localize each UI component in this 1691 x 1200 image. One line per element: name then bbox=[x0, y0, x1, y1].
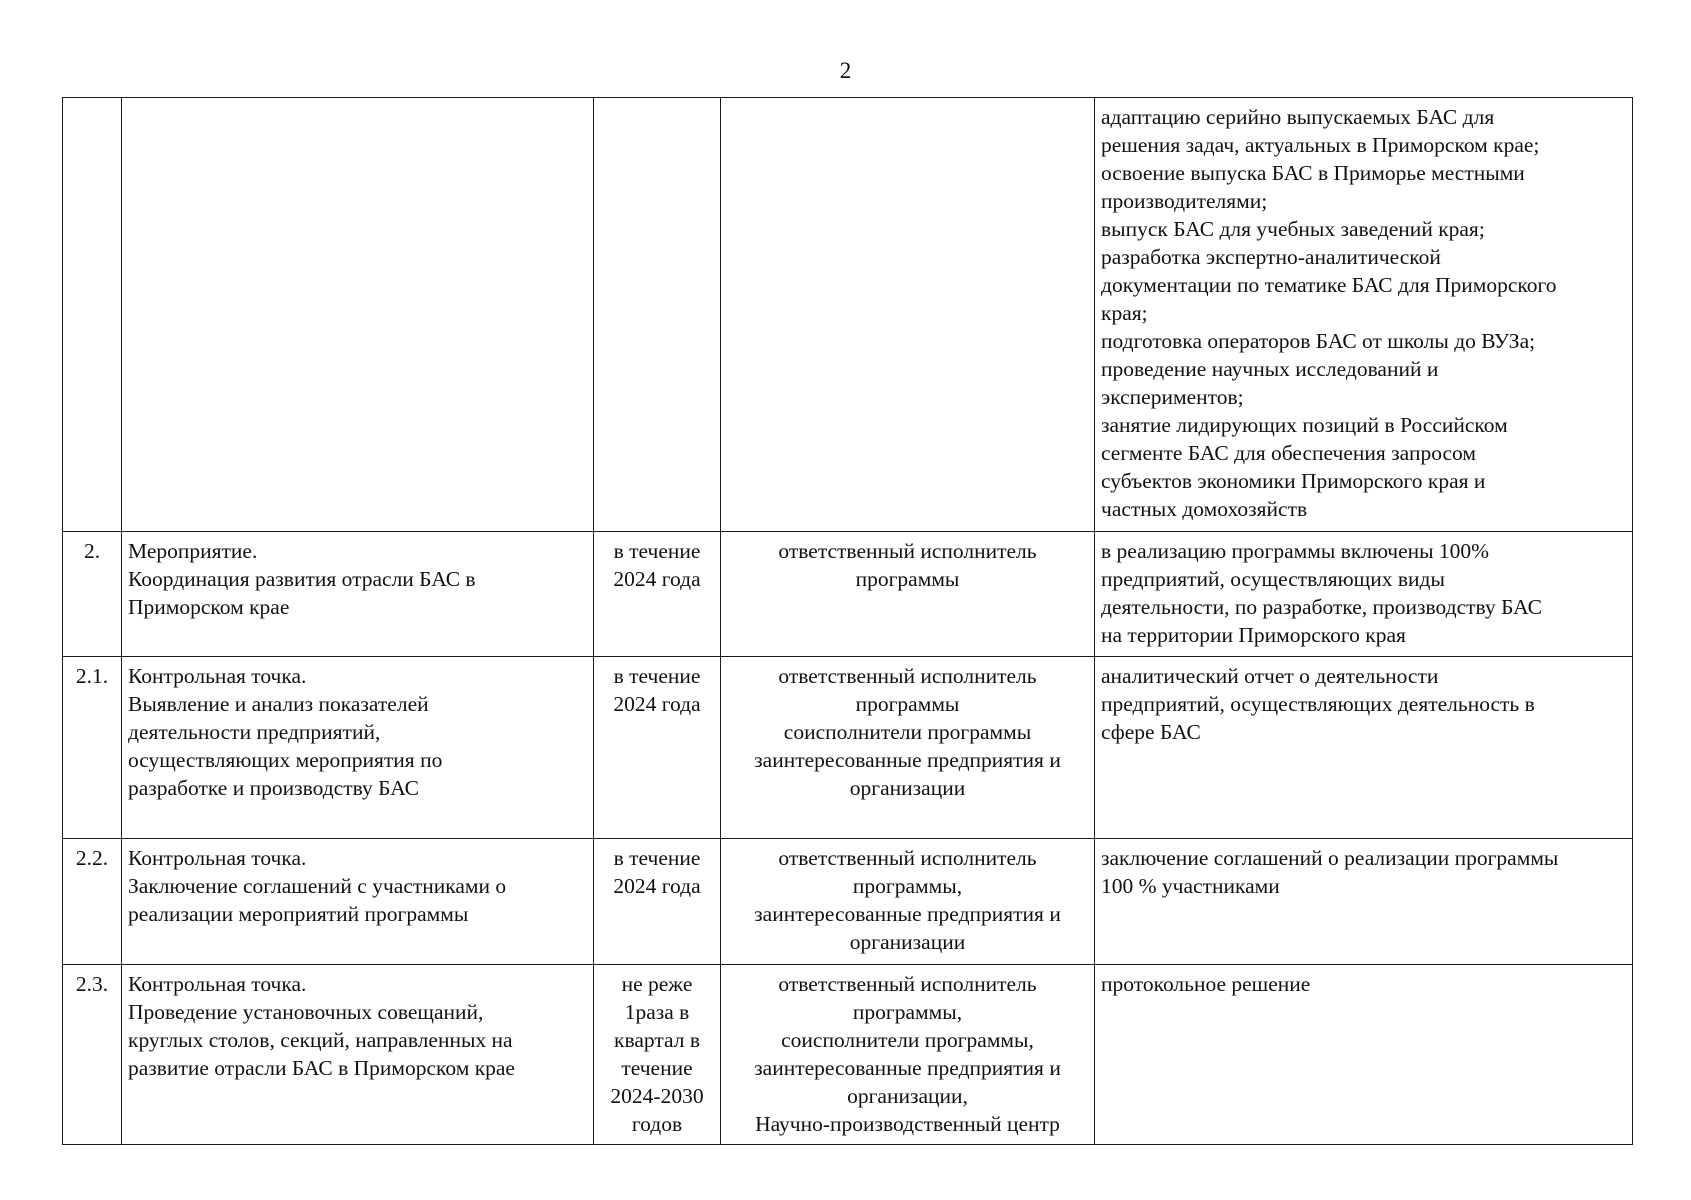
cell-text-line: Контрольная точка. bbox=[128, 972, 307, 996]
cell-text-line: протокольное решение bbox=[1101, 972, 1311, 996]
table-row bbox=[63, 532, 1633, 657]
cell-text-line: Проведение установочных совещаний, bbox=[128, 1000, 484, 1024]
cell-text-line: в реализацию программы включены 100% bbox=[1101, 539, 1490, 563]
cell-text-line: в течение bbox=[613, 846, 701, 870]
cell-text-line: разработка экспертно-аналитической bbox=[1101, 245, 1441, 269]
cell-text-line: ответственный исполнитель bbox=[778, 664, 1037, 688]
activity-name-cell bbox=[122, 839, 594, 965]
cell-text-line: Выявление и анализ показателей bbox=[128, 692, 429, 716]
activity-name-cell bbox=[122, 965, 594, 1145]
cell-text-line: Контрольная точка. bbox=[128, 664, 307, 688]
executor-cell bbox=[721, 839, 1095, 965]
cell-text-line: предприятий, осуществляющих виды bbox=[1101, 567, 1445, 591]
cell-text-line: в течение bbox=[613, 539, 701, 563]
cell-text-line: программы bbox=[855, 692, 960, 716]
cell-text-line: Координация развития отрасли БАС в bbox=[128, 567, 476, 591]
cell-text-line: 2024 года bbox=[613, 567, 701, 591]
cell-text-line: заключение соглашений о реализации программы bbox=[1101, 846, 1559, 870]
cell-text-line: аналитический отчет о деятельности bbox=[1101, 664, 1439, 688]
cell-text-line: освоение выпуска БАС в Приморье местными bbox=[1101, 161, 1525, 185]
term-cell bbox=[594, 965, 721, 1145]
cell-text-line: документации по тематике БАС для Приморского bbox=[1101, 273, 1557, 297]
table-row bbox=[63, 839, 1633, 965]
table-row bbox=[63, 965, 1633, 1145]
activity-name-cell bbox=[122, 657, 594, 839]
executor-cell bbox=[721, 532, 1095, 657]
cell-text-line: производителями; bbox=[1101, 189, 1268, 213]
table-row bbox=[63, 98, 1633, 532]
cell-text-line: программы, bbox=[852, 874, 963, 898]
result-cell bbox=[1095, 532, 1633, 657]
cell-text-line: предприятий, осуществляющих деятельность в bbox=[1101, 692, 1535, 716]
cell-text-line: Контрольная точка. bbox=[128, 846, 307, 870]
cell-text-line: Приморском крае bbox=[128, 595, 290, 619]
cell-text-line: деятельности, по разработке, производству БАС bbox=[1101, 595, 1542, 619]
cell-text-line: экспериментов; bbox=[1101, 385, 1244, 409]
result-cell bbox=[1095, 965, 1633, 1145]
cell-text-line: 100 % участниками bbox=[1101, 874, 1280, 898]
cell-text-line: круглых столов, секций, направленных на bbox=[128, 1028, 513, 1052]
row-number-cell: 2. bbox=[63, 532, 122, 657]
cell-text-line: субъектов экономики Приморского края и bbox=[1101, 469, 1486, 493]
cell-text-line: сфере БАС bbox=[1101, 720, 1201, 744]
table-row bbox=[63, 657, 1633, 839]
cell-text-line: деятельности предприятий, bbox=[128, 720, 381, 744]
row-number-cell: 2.1. bbox=[63, 657, 122, 839]
term-cell bbox=[594, 98, 721, 532]
cell-text-line: Научно-производственный центр bbox=[755, 1112, 1060, 1136]
cell-text-line: соисполнители программы bbox=[783, 720, 1032, 744]
cell-text-line: не реже bbox=[621, 972, 693, 996]
term-cell bbox=[594, 532, 721, 657]
cell-text-line: ответственный исполнитель bbox=[778, 846, 1037, 870]
cell-text-line: проведение научных исследований и bbox=[1101, 357, 1439, 381]
cell-text-line: 1раза в bbox=[624, 1000, 690, 1024]
cell-text-line: адаптацию серийно выпускаемых БАС для bbox=[1101, 105, 1495, 129]
cell-text-line: Заключение соглашений с участниками о bbox=[128, 874, 507, 898]
plan-table bbox=[62, 97, 1633, 1145]
cell-text-line: частных домохозяйств bbox=[1101, 497, 1308, 521]
cell-text-line: реализации мероприятий программы bbox=[128, 902, 469, 926]
cell-text-line: организации bbox=[849, 930, 966, 954]
executor-cell bbox=[721, 965, 1095, 1145]
cell-text-line: края; bbox=[1101, 301, 1148, 325]
activity-name-cell bbox=[122, 98, 594, 532]
cell-text-line: 2024 года bbox=[613, 874, 701, 898]
cell-text-line: занятие лидирующих позиций в Российском bbox=[1101, 413, 1508, 437]
row-number-cell bbox=[63, 98, 122, 532]
cell-text-line: подготовка операторов БАС от школы до ВУЗа; bbox=[1101, 329, 1536, 353]
cell-text-line: заинтересованные предприятия и bbox=[754, 1056, 1061, 1080]
cell-text-line: Мероприятие. bbox=[128, 539, 258, 563]
cell-text-line: квартал в bbox=[614, 1028, 700, 1052]
cell-text-line: организации, bbox=[847, 1084, 968, 1108]
cell-text-line: решения задач, актуальных в Приморском крае; bbox=[1101, 133, 1540, 157]
cell-text-line: соисполнители программы, bbox=[781, 1028, 1034, 1052]
executor-cell bbox=[721, 657, 1095, 839]
cell-text-line: программы, bbox=[852, 1000, 963, 1024]
row-number-cell: 2.3. bbox=[63, 965, 122, 1145]
cell-text-line: организации bbox=[849, 776, 966, 800]
cell-text-line: 2024-2030 bbox=[610, 1084, 704, 1108]
executor-cell bbox=[721, 98, 1095, 532]
cell-text-line: выпуск БАС для учебных заведений края; bbox=[1101, 217, 1485, 241]
result-cell bbox=[1095, 657, 1633, 839]
cell-text-line: в течение bbox=[613, 664, 701, 688]
cell-text-line: осуществляющих мероприятия по bbox=[128, 748, 443, 772]
cell-text-line: заинтересованные предприятия и bbox=[754, 748, 1061, 772]
cell-text-line: годов bbox=[631, 1112, 683, 1136]
cell-text-line: развитие отрасли БАС в Приморском крае bbox=[128, 1056, 515, 1080]
cell-text-line: сегменте БАС для обеспечения запросом bbox=[1101, 441, 1476, 465]
cell-text-line: ответственный исполнитель bbox=[778, 539, 1037, 563]
result-cell bbox=[1095, 98, 1633, 532]
cell-text-line: на территории Приморского края bbox=[1101, 623, 1406, 647]
cell-text-line: программы bbox=[855, 567, 960, 591]
term-cell bbox=[594, 657, 721, 839]
row-number-cell: 2.2. bbox=[63, 839, 122, 965]
result-cell bbox=[1095, 839, 1633, 965]
cell-text-line: течение bbox=[621, 1056, 693, 1080]
cell-text-line: 2024 года bbox=[613, 692, 701, 716]
cell-text-line: разработке и производству БАС bbox=[128, 776, 420, 800]
cell-text-line: ответственный исполнитель bbox=[778, 972, 1037, 996]
activity-name-cell bbox=[122, 532, 594, 657]
page-number: 2 bbox=[839, 58, 852, 83]
term-cell bbox=[594, 839, 721, 965]
cell-text-line: заинтересованные предприятия и bbox=[754, 902, 1061, 926]
